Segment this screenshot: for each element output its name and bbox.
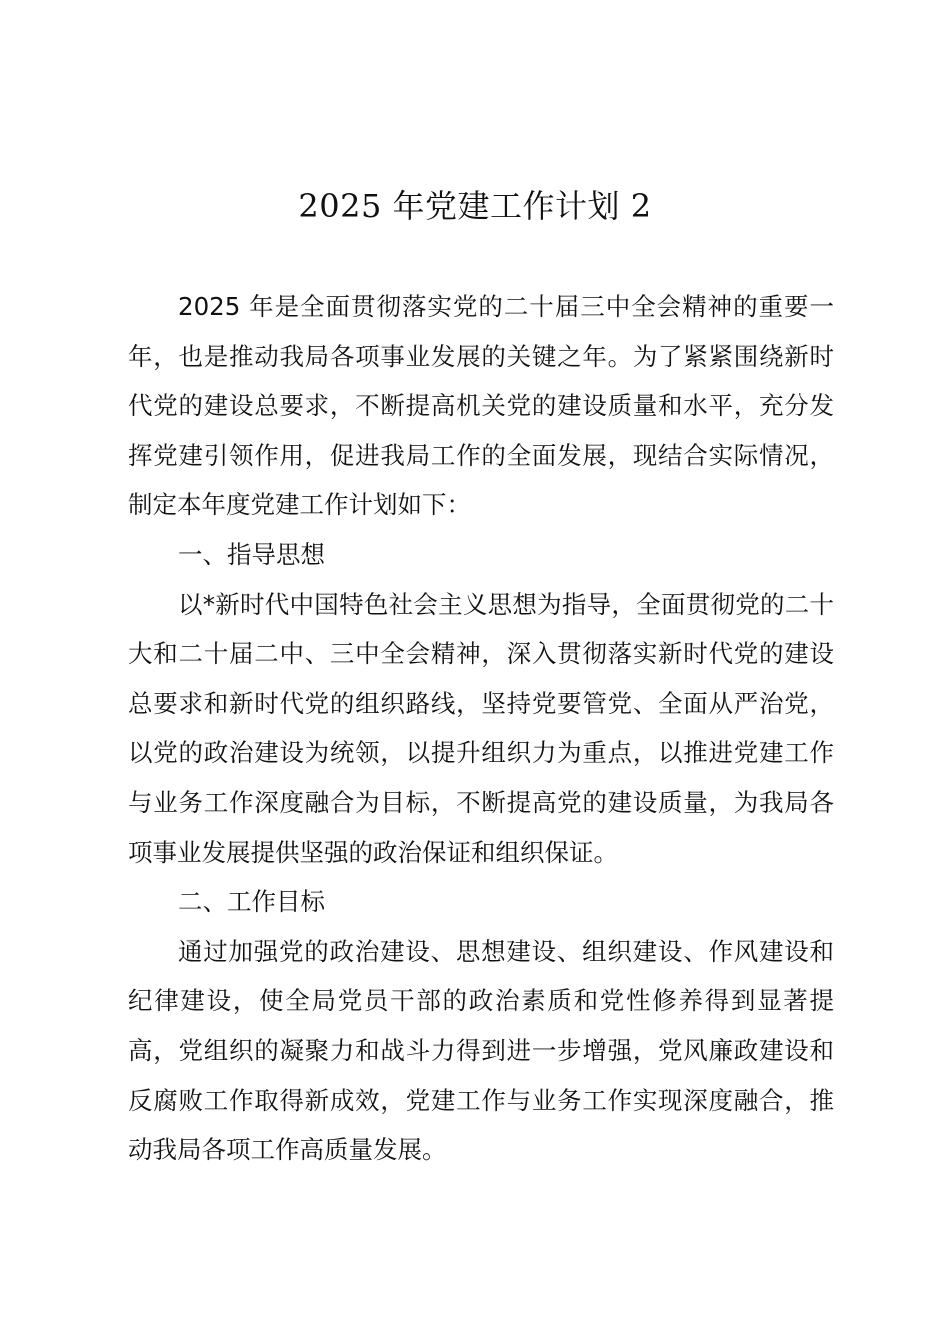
work-goals-paragraph: 通过加强党的政治建设、思想建设、组织建设、作风建设和纪律建设，使全局党员干部的政治素质和党性修养得到显著提高，党组织的凝聚力和战斗力得到进一步增强，党风廉政建设和反腐败工作取得新成效，党建工作与业务工作实现深度融合，推动我局各项工作高质量发展。 xyxy=(128,936,834,1165)
section-heading-guiding-ideology: 一、指导思想 xyxy=(178,539,325,569)
intro-paragraph: 2025 年是全面贯彻落实党的二十届三中全会精神的重要一年，也是推动我局各项事业发展的关键之年。为了紧紧围绕新时代党的建设总要求，不断提高机关党的建设质量和水平，充分发挥党建引领作用，促进我局工作的全面发展，现结合实际情况，制定本年度党建工作计划如下： xyxy=(128,292,834,520)
document-body xyxy=(128,282,834,1175)
document-title: 2025 年党建工作计划 2 xyxy=(298,187,652,225)
section-heading-work-goals: 二、工作目标 xyxy=(178,887,325,917)
guiding-ideology-paragraph: 以*新时代中国特色社会主义思想为指导，全面贯彻党的二十大和二十届二中、三中全会精神，深入贯彻落实新时代党的建设总要求和新时代党的组织路线，坚持党要管党、全面从严治党，以党的政治建设为统领，以提升组织力为重点，以推进党建工作与业务工作深度融合为目标，不断提高党的建设质量，为我局各项事业发展提供坚强的政治保证和组织保证。 xyxy=(128,589,834,867)
